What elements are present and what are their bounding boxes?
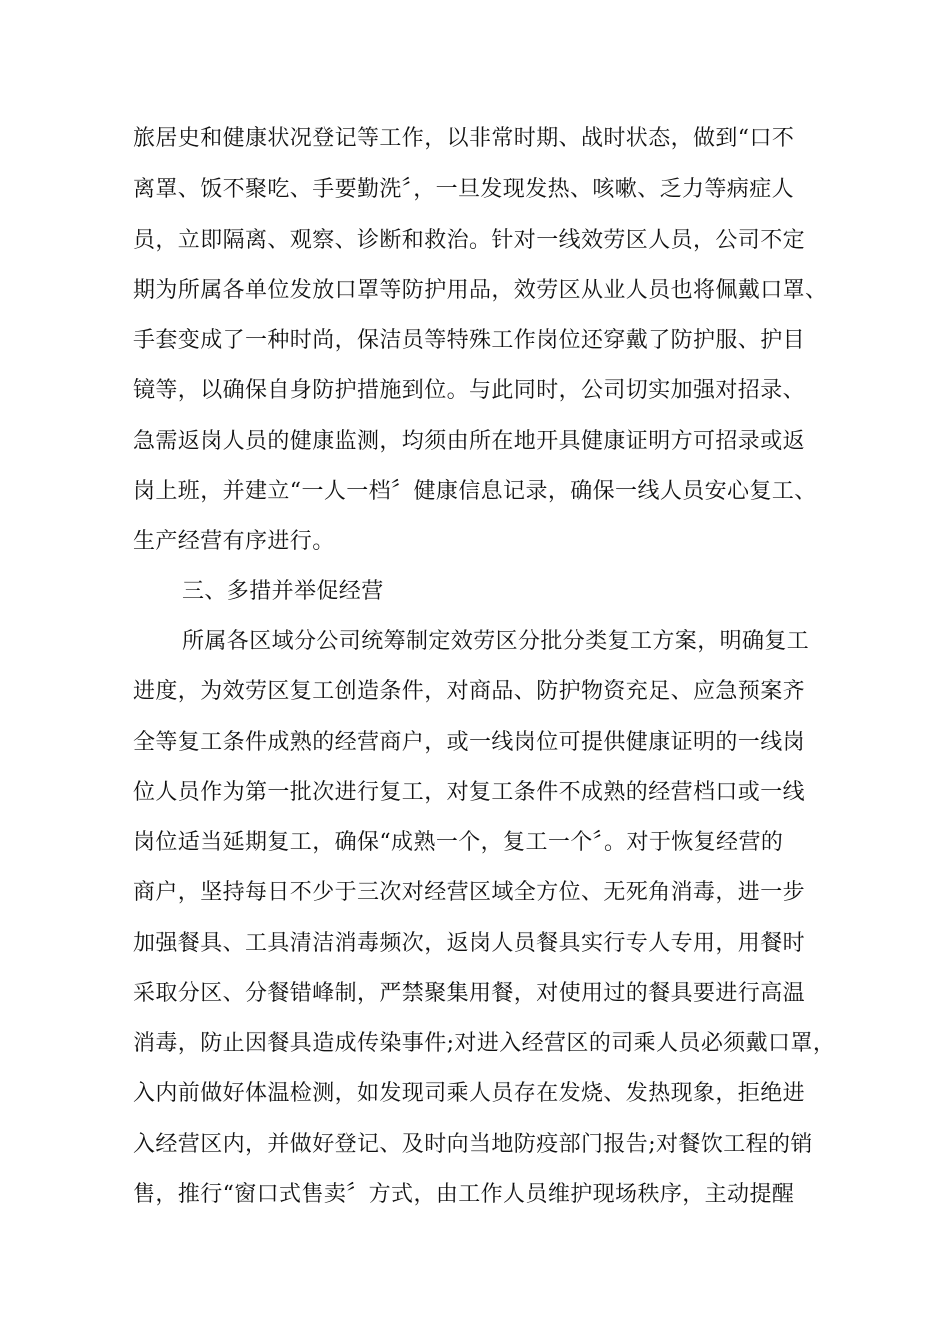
paragraph-2-line: 入内前做好体温检测，如发现司乘人员存在发烧、发热现象，拒绝进 [133,1081,806,1106]
paragraph-1-line: 岗上班，并建立“一人一档〞健康信息记录，确保一线人员安心复工、 [133,479,817,504]
paragraph-2-line: 商户，坚持每日不少于三次对经营区域全方位、无死角消毒，进一步 [133,880,806,905]
paragraph-1-line: 旅居史和健康状况登记等工作，以非常时期、战时状态，做到“口不 [133,126,795,151]
paragraph-1-line: 期为所属各单位发放口罩等防护用品，效劳区从业人员也将佩戴口罩、 [133,278,828,303]
paragraph-1-line: 镜等，以确保自身防护措施到位。与此同时，公司切实加强对招录、 [133,378,806,403]
paragraph-1-line: 急需返岗人员的健康监测，均须由所在地开具健康证明方可招录或返 [133,429,806,454]
paragraph-2-line: 采取分区、分餐错峰制，严禁聚集用餐，对使用过的餐具要进行高温 [133,981,806,1006]
paragraph-2-line: 进度，为效劳区复工创造条件，对商品、防护物资充足、应急预案齐 [133,679,806,704]
paragraph-2-line: 加强餐具、工具清洁消毒频次，返岗人员餐具实行专人专用，用餐时 [133,931,806,956]
section-heading: 三、多措并举促经营 [182,579,384,604]
paragraph-2-line: 所属各区域分公司统筹制定效劳区分批分类复工方案，明确复工 [182,629,810,654]
paragraph-1-line: 生产经营有序进行。 [133,529,335,554]
paragraph-2-line: 全等复工条件成熟的经营商户，或一线岗位可提供健康证明的一线岗 [133,730,806,755]
paragraph-2-line: 岗位适当延期复工，确保“成熟一个，复工一个〞。对于恢复经营的 [133,830,784,855]
paragraph-2-line: 消毒，防止因餐具造成传染事件;对进入经营区的司乘人员必须戴口罩， [133,1031,836,1056]
paragraph-1-line: 离罩、饭不聚吃、手要勤洗〞，一旦发现发热、咳嗽、乏力等病症人 [133,177,795,202]
paragraph-2-line: 位人员作为第一批次进行复工，对复工条件不成熟的经营档口或一线 [133,780,806,805]
paragraph-2-line: 售，推行“窗口式售卖〞方式，由工作人员维护现场秩序，主动提醒 [133,1182,795,1207]
paragraph-1-line: 员，立即隔离、观察、诊断和救治。针对一线效劳区人员，公司不定 [133,228,806,253]
paragraph-1-line: 手套变成了一种时尚，保洁员等特殊工作岗位还穿戴了防护服、护目 [133,328,806,353]
paragraph-2-line: 入经营区内，并做好登记、及时向当地防疫部门报告;对餐饮工程的销 [133,1132,813,1157]
